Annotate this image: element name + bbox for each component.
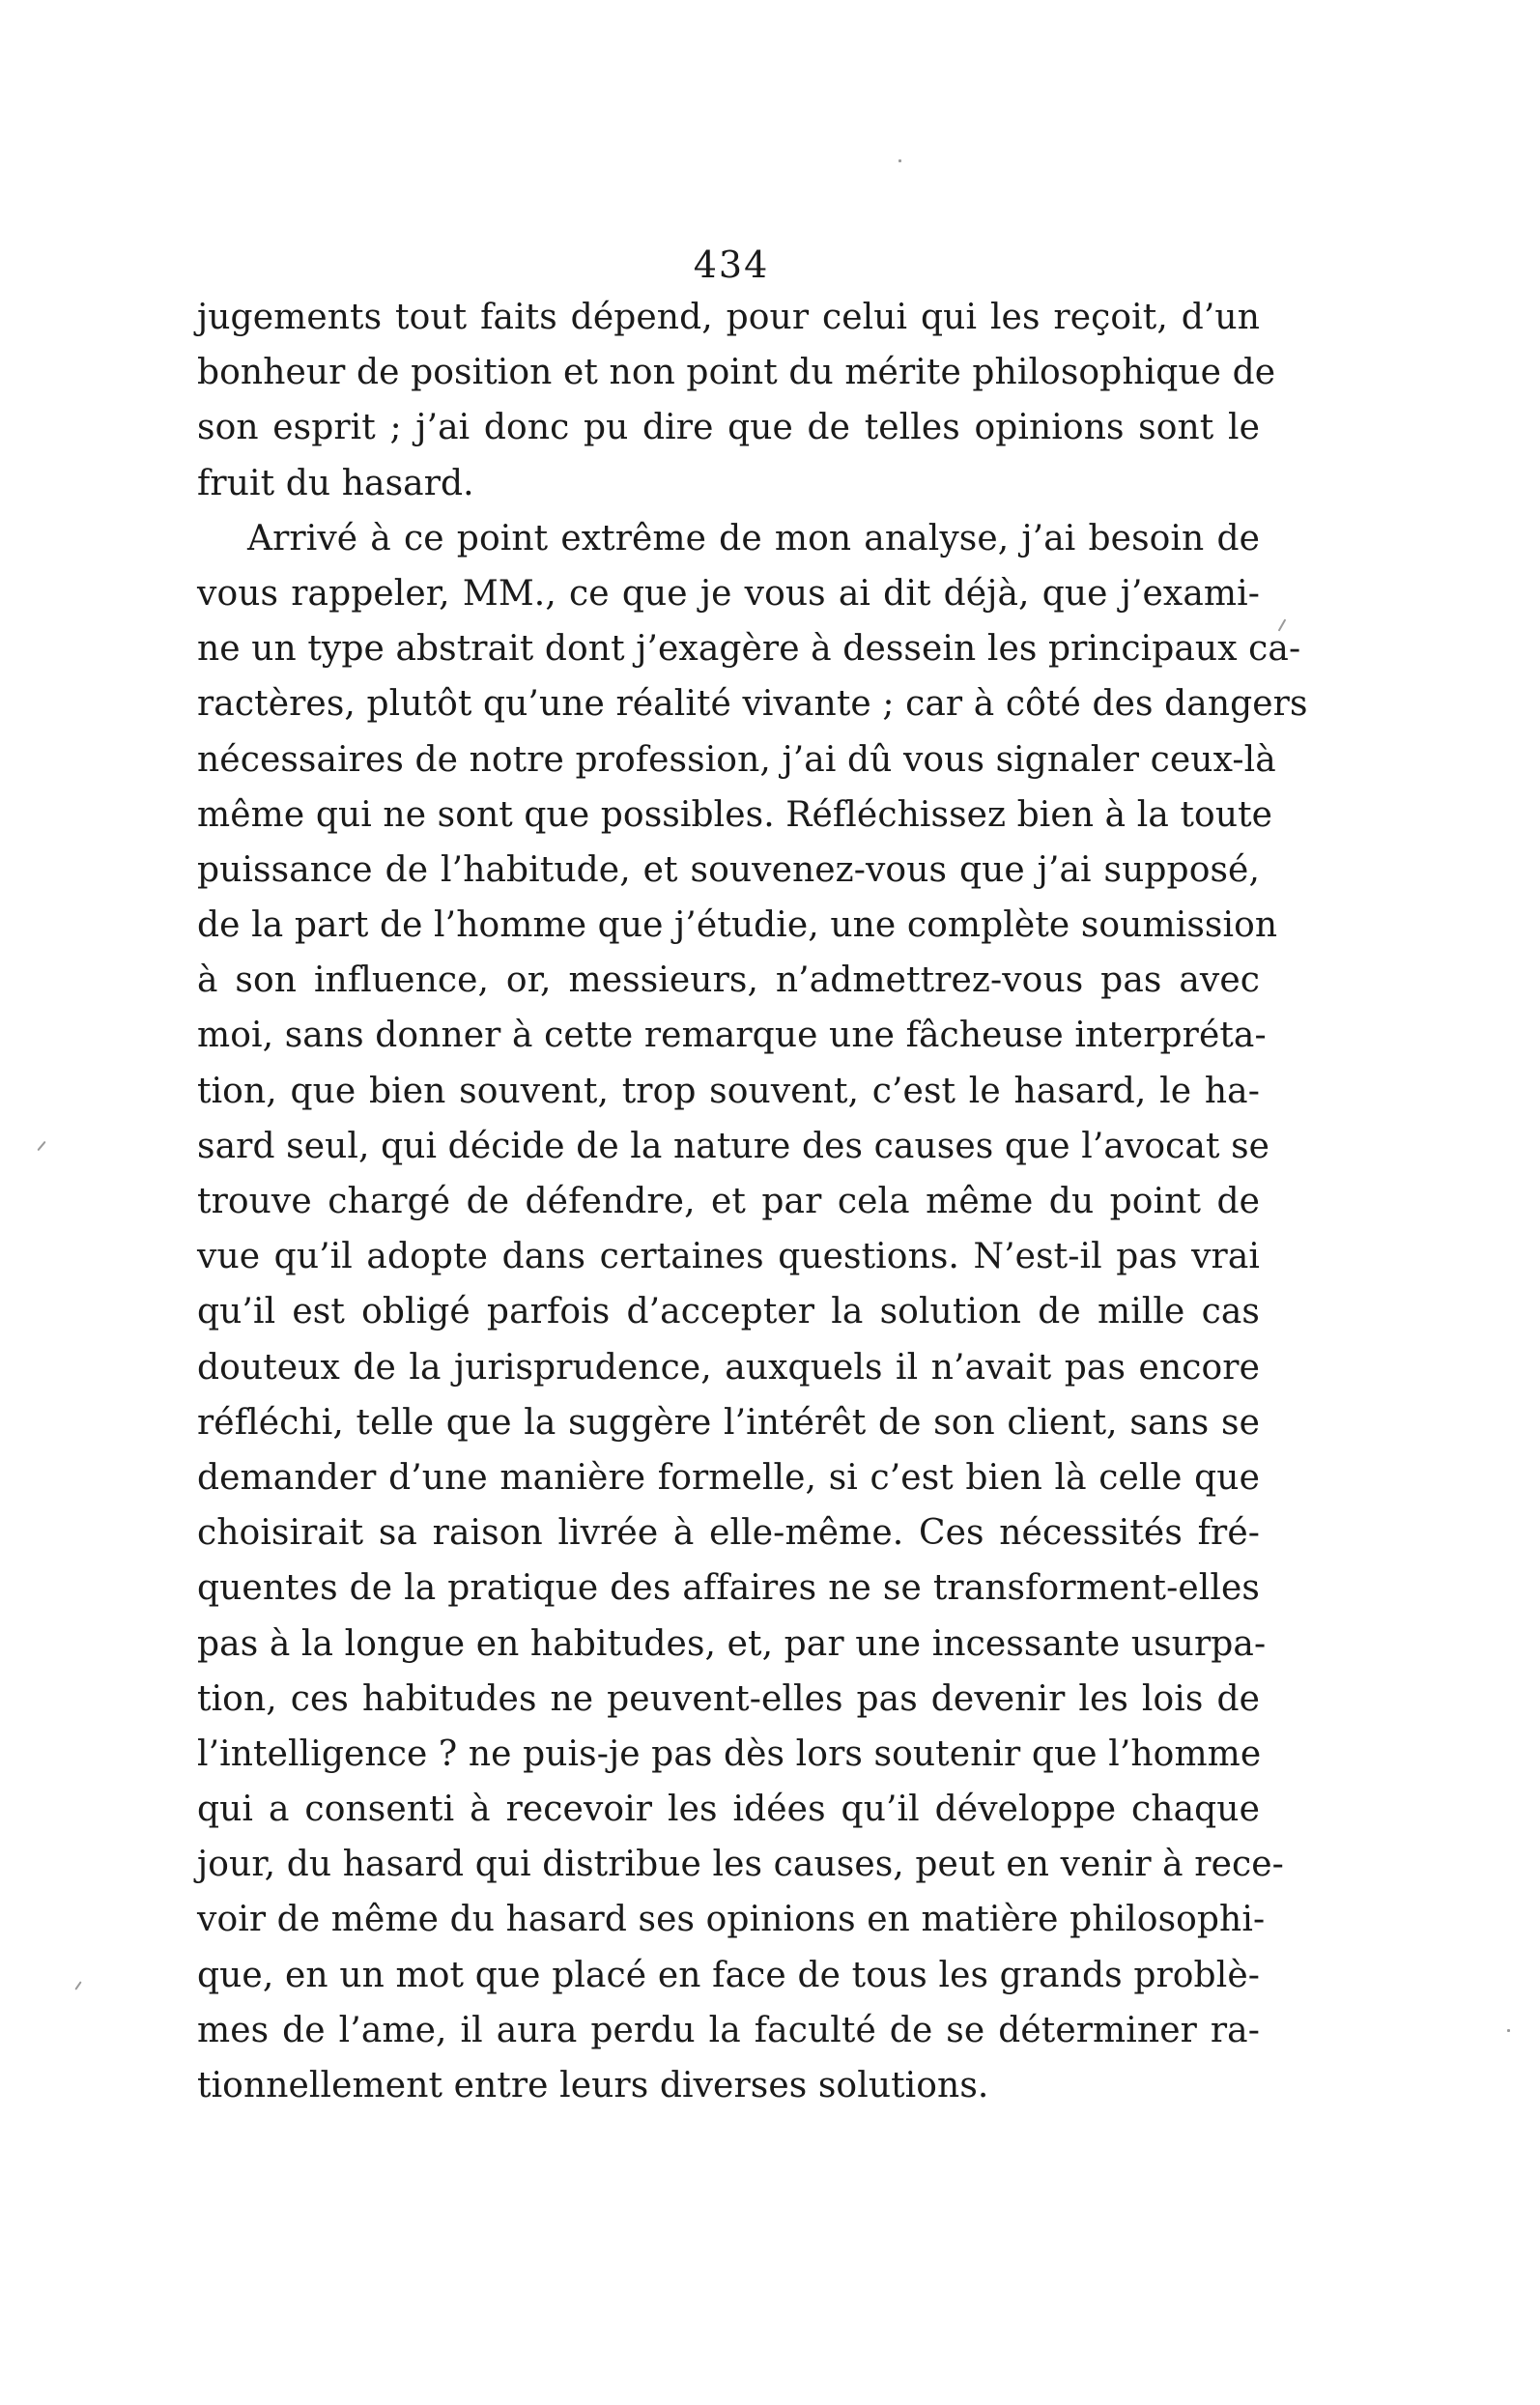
text-line: que, en un mot que placé en face de tous les grands problè- (197, 1955, 1260, 1995)
text-line: pas à la longue en habitudes, et, par une incessante usurpa- (197, 1623, 1267, 1664)
text-line: à son influence, or, messieurs, n’admettrez-vous pas avec (197, 960, 1260, 1001)
text-line: qu’il est obligé parfois d’accepter la solution de mille cas (197, 1292, 1260, 1332)
text-line: jugements tout faits dépend, pour celui qui les reçoit, d’un (197, 298, 1260, 337)
text-line: ne un type abstrait dont j’exagère à dessein les principaux ca- (197, 629, 1301, 670)
text-line: fruit du hasard. (197, 463, 474, 503)
text-line: qui a consenti à recevoir les idées qu’il développe chaque (197, 1789, 1260, 1830)
paper-speck (37, 1141, 45, 1151)
text-line: voir de même du hasard ses opinions en matière philosophi- (197, 1900, 1266, 1940)
text-line: tion, ces habitudes ne peuvent-elles pas devenir les lois de (197, 1678, 1260, 1719)
text-line: de la part de l’homme que j’étudie, une complète soumission (197, 905, 1278, 946)
text-line: moi, sans donner à cette remarque une fâcheuse interpréta- (197, 1016, 1267, 1056)
text-line: ractères, plutôt qu’une réalité vivante ; car à côté des dangers (197, 684, 1308, 725)
text-line: quentes de la pratique des affaires ne se transforment-elles (197, 1568, 1260, 1609)
text-line: son esprit ; j’ai donc pu dire que de telles opinions sont le (197, 408, 1260, 448)
text-line: bonheur de position et non point du mérite philosophique de (197, 353, 1276, 393)
text-line: nécessaires de notre profession, j’ai dû vous signaler ceux-là (197, 739, 1276, 780)
text-line: jour, du hasard qui distribue les causes, peut en venir à rece- (197, 1845, 1284, 1885)
text-line: l’intelligence ? ne puis-je pas dès lors soutenir que l’homme (197, 1733, 1262, 1774)
paper-speck (74, 1981, 81, 1990)
text-line: douteux de la jurisprudence, auxquels il n’avait pas encore (197, 1347, 1260, 1388)
text-line: puissance de l’habitude, et souvenez-vous que j’ai supposé, (197, 849, 1260, 890)
text-line: choisirait sa raison livrée à elle-même. Ces nécessités fré- (197, 1513, 1260, 1554)
text-line: sard seul, qui décide de la nature des causes que l’avocat se (197, 1126, 1270, 1166)
text-line: tionnellement entre leurs diverses solutions. (197, 2066, 989, 2105)
text-line: demander d’une manière formelle, si c’est bien là celle que (197, 1457, 1260, 1498)
text-line: même qui ne sont que possibles. Réfléchissez bien à la toute (197, 794, 1273, 835)
page-number: 434 (693, 243, 770, 286)
paper-speck (1507, 2029, 1510, 2032)
text-line: tion, que bien souvent, trop souvent, c’est le hasard, le ha- (197, 1071, 1260, 1111)
text-line: vue qu’il adopte dans certaines questions. N’est-il pas vrai (197, 1237, 1260, 1277)
body-text (197, 290, 1308, 2113)
text-line: Arrivé à ce point extrême de mon analyse, j’ai besoin de (247, 518, 1260, 558)
text-line: vous rappeler, MM., ce que je vous ai dit déjà, que j’exami- (197, 573, 1260, 614)
text-line: mes de l’ame, il aura perdu la faculté de se déterminer ra- (197, 2010, 1260, 2050)
paper-speck (898, 159, 901, 162)
text-line: trouve chargé de défendre, et par cela même du point de (197, 1182, 1260, 1221)
text-line: réfléchi, telle que la suggère l’intérêt de son client, sans se (197, 1402, 1260, 1443)
